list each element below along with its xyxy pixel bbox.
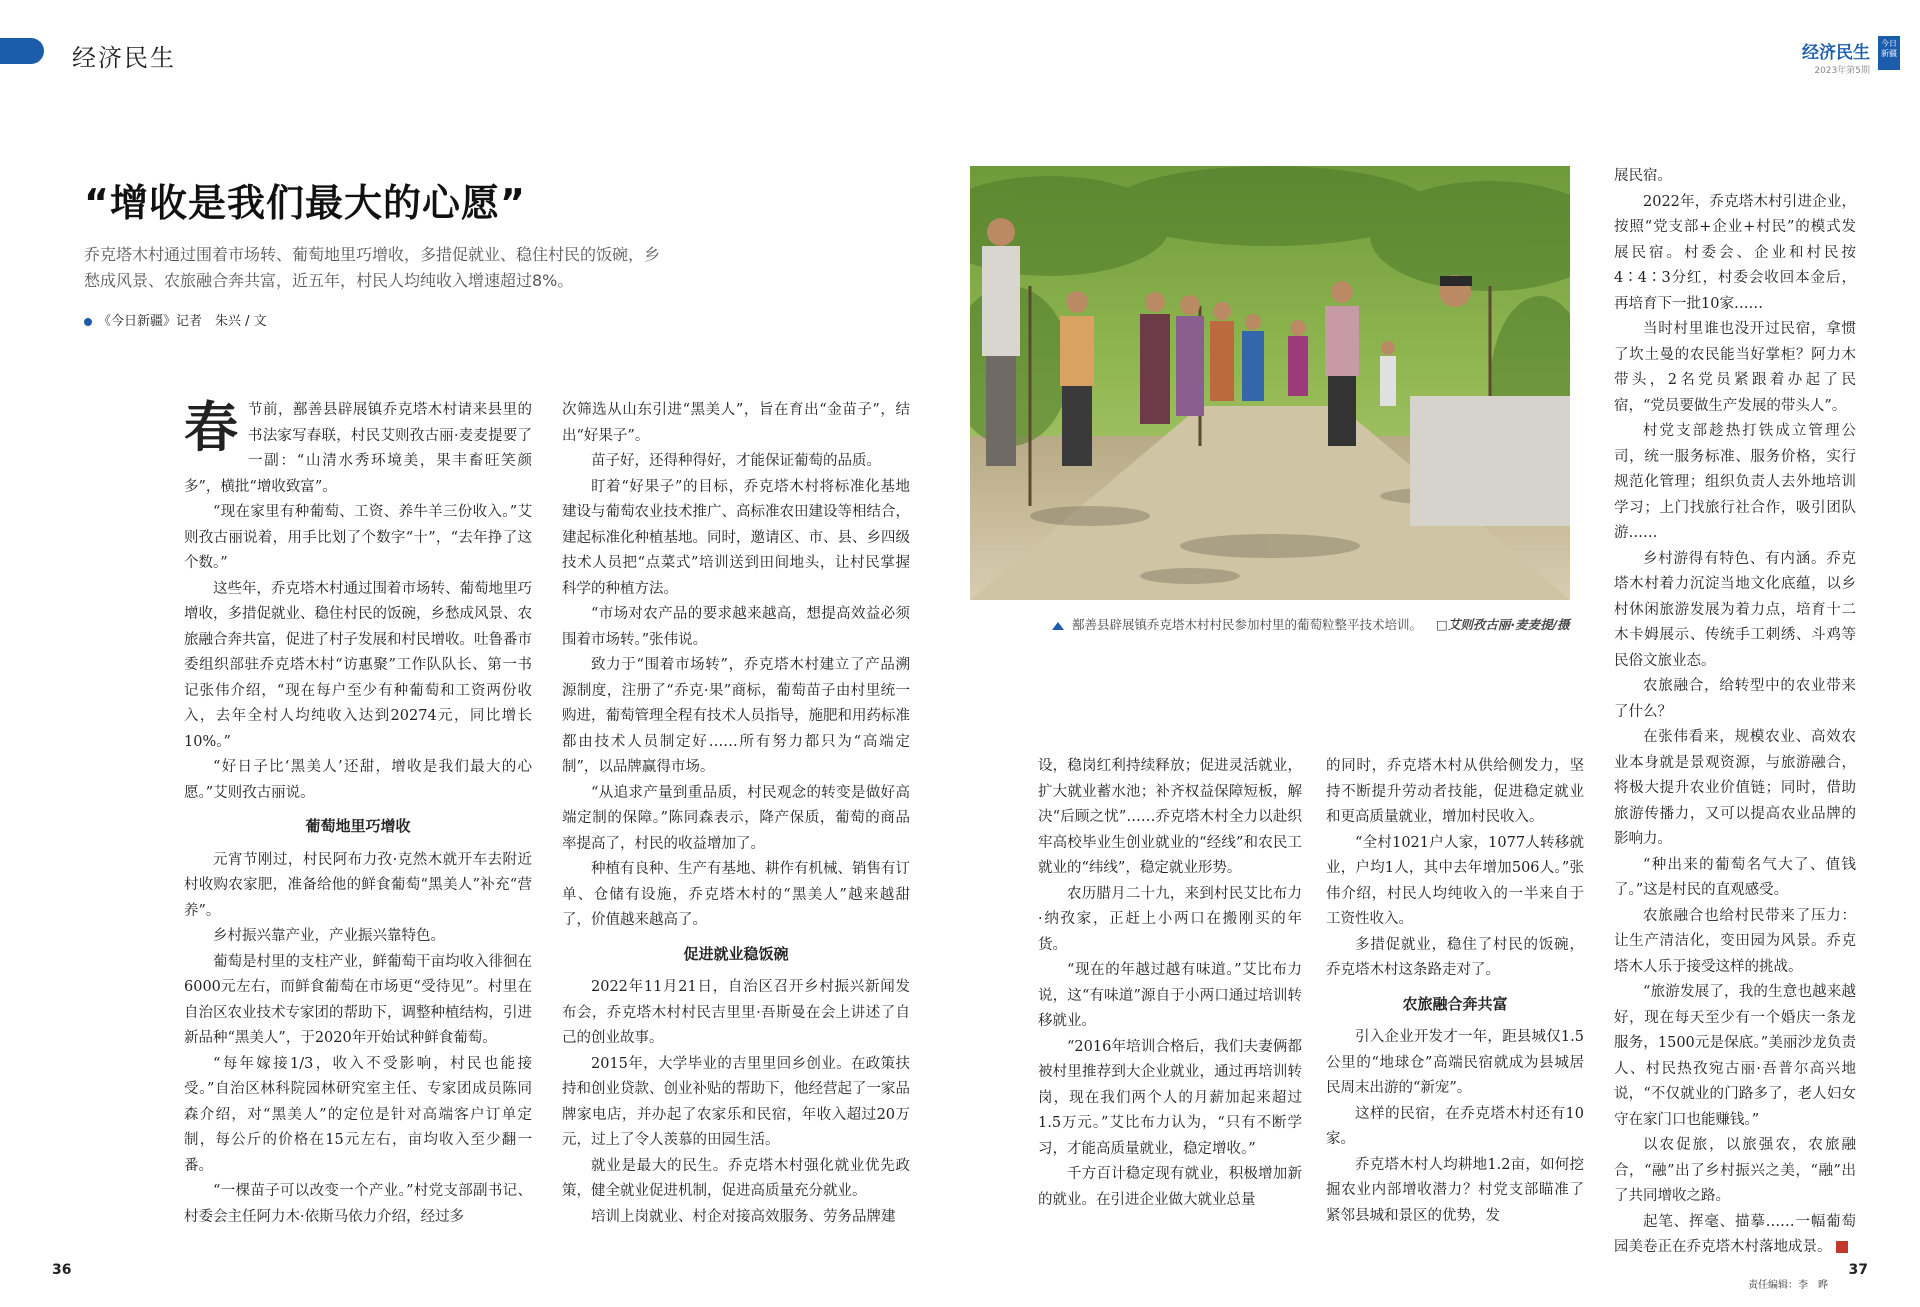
text-column-1 bbox=[184, 395, 532, 1230]
paragraph: 葡萄是村里的支柱产业，鲜葡萄干亩均收入徘徊在6000元左右，而鲜食葡萄在市场更“受待见”。村里在自治区农业技术专家团的帮助下，调整种植结构，引进新品种“黑美人”，于2020年开始试种鲜食葡萄。 bbox=[184, 953, 532, 1046]
section-pill-decoration bbox=[0, 38, 44, 64]
paragraph: “2016年培训合格后，我们夫妻俩都被村里推荐到大企业就业，通过再培训转岗，现在我们两个人的月薪加起来超过1.5万元。”艾比布力认为，“只有不断学习，才能高质量就业，稳定增收。” bbox=[1038, 1038, 1302, 1157]
caption-text: 鄯善县辟展镇乔克塔木村村民参加村里的葡萄粒整平技术培训。 bbox=[1072, 617, 1423, 632]
triangle-marker-icon bbox=[1052, 622, 1064, 630]
paragraph: 农历腊月二十九，来到村民艾比布力·纳孜家，正赶上小两口在搬刚买的年货。 bbox=[1038, 885, 1302, 953]
section-title-left: 经济民生 bbox=[72, 44, 176, 72]
paragraph: “好日子比‘黑美人’还甜，增收是我们最大的心愿。”艾则孜古丽说。 bbox=[184, 759, 532, 801]
article-lead: 乔克塔木村通过围着市场转、葡萄地里巧增收，多措促就业、稳住村民的饭碗，乡愁成风景、农旅融合奔共富，近五年，村民人均纯收入增速超过8%。 bbox=[84, 245, 661, 290]
paragraph: 乔克塔木村人均耕地1.2亩，如何挖掘农业内部增收潜力？村党支部瞄准了紧邻县城和景区的优势，发 bbox=[1326, 1156, 1584, 1224]
paragraph: “现在家里有种葡萄、工资、养牛羊三份收入。”艾则孜古丽说着，用手比划了个数字“十”，“去年挣了这个数。” bbox=[184, 504, 532, 571]
paragraph: “种出来的葡萄名气大了、值钱了。”这是村民的直观感受。 bbox=[1614, 856, 1856, 898]
bullet-dot-icon bbox=[84, 318, 92, 326]
paragraph: 的同时，乔克塔木村从供给侧发力，坚持不断提升劳动者技能，促进稳定就业和更高质量就业，增加村民收入。 bbox=[1326, 758, 1584, 825]
paragraph: “从追求产量到重品质，村民观念的转变是做好高端定制的保障。”陈同森表示，降产保质，葡萄的商品率提高了，村民的收益增加了。 bbox=[562, 784, 910, 852]
subheading: 葡萄地里巧增收 bbox=[305, 817, 411, 835]
photo-credit: □艾则孜古丽·麦麦提/摄 bbox=[1436, 617, 1570, 632]
paragraph: 农旅融合，给转型中的农业带来了什么？ bbox=[1614, 678, 1856, 720]
text-column-3 bbox=[1038, 754, 1302, 1213]
paragraph: 2022年11月21日，自治区召开乡村振兴新闻发布会，乔克塔木村村民吉里里·吾斯曼在会上讲述了自己的创业故事。 bbox=[562, 979, 910, 1046]
paragraph: 多措促就业，稳住了村民的饭碗，乔克塔木村这条路走对了。 bbox=[1326, 936, 1584, 978]
paragraph: 苗子好，还得种得好，才能保证葡萄的品质。 bbox=[591, 453, 881, 469]
photo-illustration bbox=[970, 166, 1570, 600]
paragraph: 在张伟看来，规模农业、高效农业本身就是景观资源，与旅游融合，将极大提升农业价值链；同时，借助旅游传播力，又可以提高农业品牌的影响力。 bbox=[1614, 729, 1856, 847]
paragraph: “一棵苗子可以改变一个产业。”村党支部副书记、村委会主任阿力木·依斯马依力介绍，经过多 bbox=[184, 1183, 532, 1225]
end-mark-icon bbox=[1836, 1241, 1848, 1253]
paragraph: “旅游发展了，我的生意也越来越好，现在每天至少有一个婚庆一条龙服务，1500元是保底。”美丽沙龙负责人、村民热孜宛古丽·吾普尔高兴地说，“不仅就业的门路多了，老人妇女守在家门口也能赚钱。” bbox=[1614, 984, 1856, 1128]
section-title-right: 经济民生 bbox=[1802, 43, 1870, 63]
vineyard-training-photo bbox=[970, 166, 1570, 600]
paragraph: “现在的年越过越有味道。”艾比布力说，这“有味道”源自于小两口通过培训转移就业。 bbox=[1038, 962, 1302, 1029]
paragraph: 引入企业开发才一年，距县城仅1.5公里的“地球仓”高端民宿就成为县城居民周末出游的“新宠”。 bbox=[1326, 1029, 1584, 1096]
subheading: 农旅融合奔共富 bbox=[1402, 994, 1508, 1013]
paragraph: “市场对农产品的要求越来越高，想提高效益必须围着市场转。”张伟说。 bbox=[562, 606, 910, 648]
page-number-left: 36 bbox=[52, 1262, 72, 1278]
text-column-2 bbox=[562, 398, 910, 1230]
paragraph: 这些年，乔克塔木村通过围着市场转、葡萄地里巧增收，多措促就业、稳住村民的饭碗，乡愁成风景、农旅融合奔共富，促进了村子发展和村民增收。吐鲁番市委组织部驻乔克塔木村“访惠聚”工作队队长、第一书记张伟介绍，“现在每户至少有种葡萄和工资两份收入，去年全村人均纯收入达到20274元，同比增长10%。” bbox=[184, 580, 532, 750]
paragraph: 春节前，鄯善县辟展镇乔克塔木村请来县里的书法家写春联，村民艾则孜古丽·麦麦提要了一副：“山清水秀环境美，果丰畜旺笑颜多”，横批“增收致富”。 bbox=[184, 395, 532, 495]
paragraph: 就业是最大的民生。乔克塔木村强化就业优先政策，健全就业促进机制，促进高质量充分就业。 bbox=[562, 1157, 910, 1199]
paragraph: 种植有良种、生产有基地、耕作有机械、销售有订单、仓储有设施，乔克塔木村的“黑美人”越来越甜了，价值越来越高了。 bbox=[562, 861, 910, 928]
paragraph: 设，稳岗红利持续释放；促进灵活就业，扩大就业蓄水池；补齐权益保障短板，解决“后顾之忧”……乔克塔木村全力以赴织牢高校毕业生创业就业的“经线”和农民工就业的“纬线”，稳定就业形势。 bbox=[1038, 758, 1302, 876]
paragraph: 致力于“围着市场转”，乔克塔木村建立了产品溯源制度，注册了“乔克·果”商标，葡萄苗子由村里统一购进，葡萄管理全程有技术人员指导，施肥和用药标准都由技术人员制定好……所有努力都只为“高端定制”，以品牌赢得市场。 bbox=[562, 657, 910, 775]
section-header-right bbox=[1802, 38, 1870, 76]
text-column-5 bbox=[1614, 164, 1856, 1261]
paragraph: 次筛选从山东引进“黑美人”，旨在育出“金苗子”，结出“好果子”。 bbox=[562, 402, 910, 444]
text-column-4 bbox=[1326, 754, 1584, 1229]
paragraph: 2015年，大学毕业的吉里里回乡创业。在政策扶持和创业贷款、创业补贴的帮助下，他经营起了一家品牌家电店，并办起了农家乐和民宿，年收入超过20万元，过上了令人羡慕的田园生活。 bbox=[562, 1055, 910, 1148]
paragraph: 乡村游得有特色、有内涵。乔克塔木村着力沉淀当地文化底蕴，以乡村休闲旅游发展为着力点，培育十二木卡姆展示、传统手工刺绣、斗鸡等民俗文旅业态。 bbox=[1614, 550, 1856, 669]
paragraph: “每年嫁接1/3，收入不受影响，村民也能接受。”自治区林科院园林研究室主任、专家团成员陈同森介绍，对“黑美人”的定位是针对高端客户订单定制，每公斤的价格在15元左右，亩均收入至少翻一番。 bbox=[184, 1055, 532, 1174]
subheading: 促进就业稳饭碗 bbox=[683, 944, 789, 963]
paragraph: 这样的民宿，在乔克塔木村还有10家。 bbox=[1326, 1105, 1584, 1147]
byline bbox=[84, 310, 267, 329]
paragraph: 乡村振兴靠产业，产业振兴靠特色。 bbox=[213, 928, 445, 944]
paragraph: 农旅融合也给村民带来了压力：让生产清洁化，变田园为风景。乔克塔木人乐于接受这样的挑战。 bbox=[1614, 907, 1856, 975]
paragraph: 元宵节刚过，村民阿布力孜·克然木就开车去附近村收购农家肥，准备给他的鲜食葡萄“黑美人”补充“营养”。 bbox=[184, 851, 532, 919]
paragraph: 以农促旅，以旅强农，农旅融合，“融”出了乡村振兴之美，“融”出了共同增收之路。 bbox=[1614, 1137, 1856, 1204]
paragraph: 盯着“好果子”的目标，乔克塔木村将标准化基地建设与葡萄农业技术推广、高标准农田建设等相结合，建起标准化种植基地。同时，邀请区、市、县、乡四级技术人员把“点菜式”培训送到田间地头，让村民掌握科学的种植方法。 bbox=[562, 478, 910, 597]
paragraph: 当时村里谁也没开过民宿，拿惯了坎土曼的农民能当好掌柜？阿力木带头，2名党员紧跟着办起了民宿，“党员要做生产发展的带头人”。 bbox=[1614, 321, 1856, 414]
editor-credit: 责任编辑：李 晔 bbox=[1748, 1280, 1828, 1291]
byline-text: 《今日新疆》记者 朱兴 / 文 bbox=[98, 314, 267, 329]
photo-caption bbox=[1052, 615, 1570, 633]
paragraph: 起笔、挥毫、描摹……一幅葡萄园美卷正在乔克塔木村落地成景。 bbox=[1614, 1213, 1856, 1255]
paragraph: 千方百计稳定现有就业，积极增加新的就业。在引进企业做大就业总量 bbox=[1038, 1166, 1302, 1208]
paragraph: 村党支部趁热打铁成立管理公司，统一服务标准、服务价格，实行规范化管理；组织负责人去外地培训学习；上门找旅行社合作，吸引团队游…… bbox=[1614, 423, 1856, 541]
page-number-right: 37 bbox=[1848, 1262, 1868, 1278]
paragraph: 2022年，乔克塔木村引进企业，按照“党支部+企业+村民”的模式发展民宿。村委会、企业和村民按4∶4∶3分红，村委会收回本金后，再培育下一批10家…… bbox=[1614, 193, 1856, 312]
paragraph: 培训上岗就业、村企对接高效服务、劳务品牌建 bbox=[591, 1208, 896, 1225]
drop-cap: 春 bbox=[184, 395, 238, 459]
magazine-tab: 今日新疆 bbox=[1878, 36, 1900, 70]
paragraph: “全村1021户人家，1077人转移就业，户均1人，其中去年增加506人。”张伟介绍，村民人均纯收入的一半来自于工资性收入。 bbox=[1326, 834, 1584, 927]
article-title: “增收是我们最大的心愿” bbox=[84, 181, 526, 225]
issue-label: 2023年第5期 bbox=[1814, 66, 1870, 76]
paragraph: 展民宿。 bbox=[1614, 168, 1672, 184]
